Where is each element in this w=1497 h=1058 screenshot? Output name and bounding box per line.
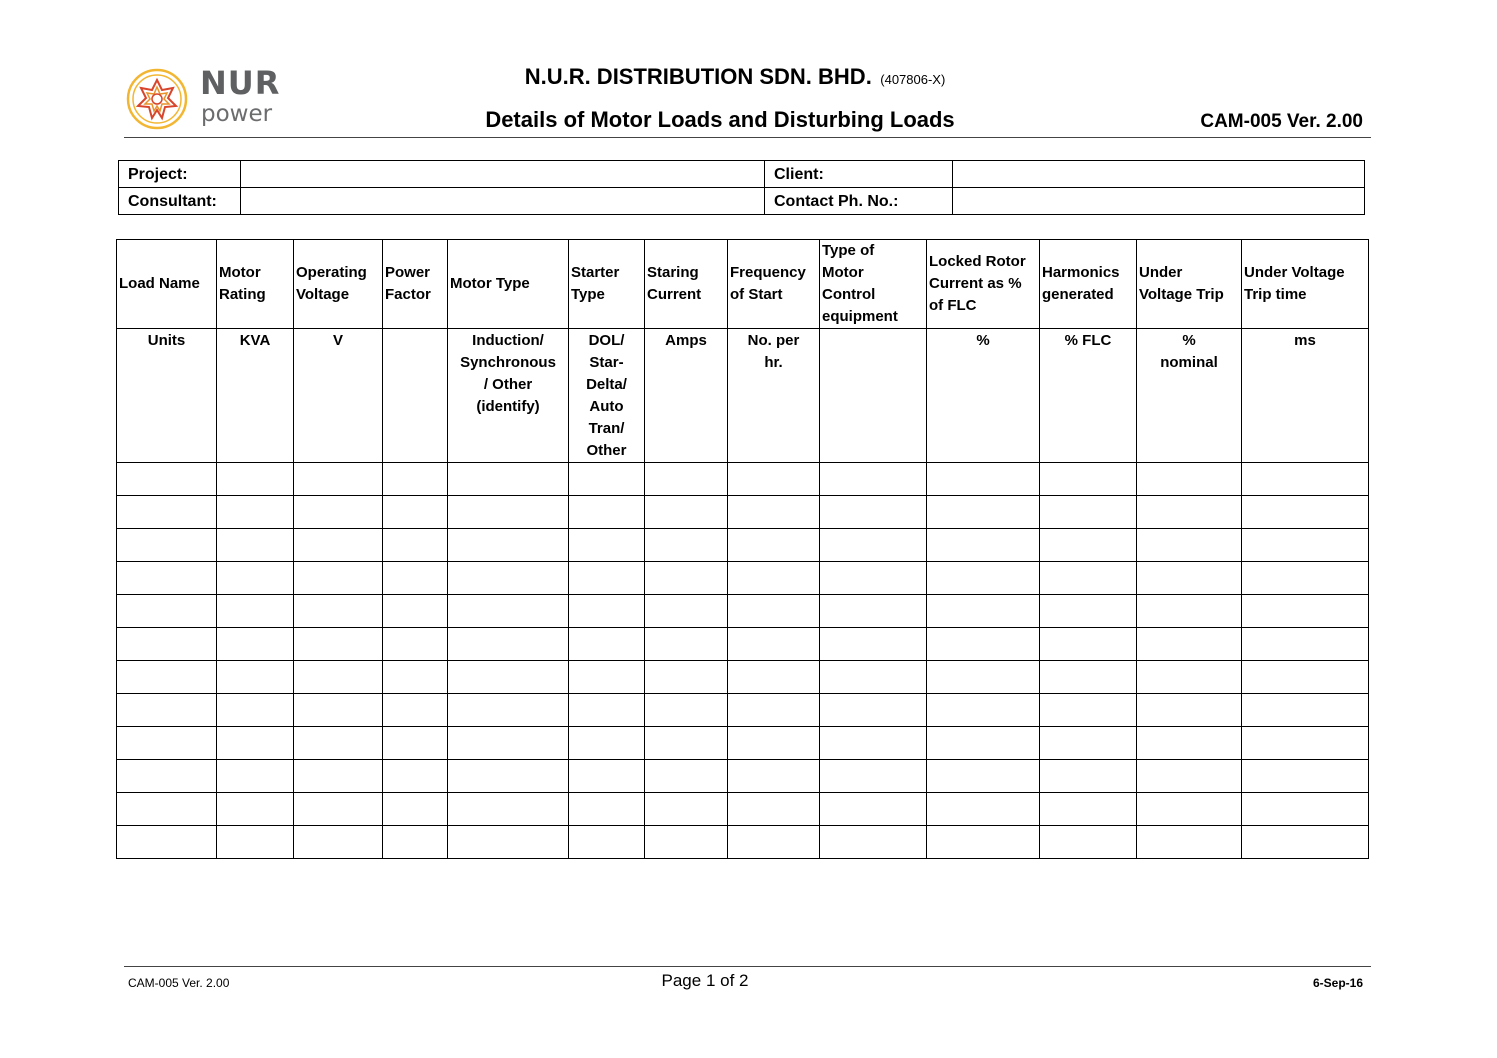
- data-cell-2[interactable]: [294, 628, 383, 661]
- data-cell-7[interactable]: [728, 628, 820, 661]
- data-cell-6[interactable]: [645, 529, 728, 562]
- units-cell-12-line: ms: [1294, 332, 1316, 349]
- data-cell-8[interactable]: [820, 463, 927, 496]
- data-cell-2[interactable]: [294, 826, 383, 859]
- header-cell-5-line: Starter: [571, 264, 620, 281]
- company-name: N.U.R. DISTRIBUTION SDN. BHD.: [524, 64, 872, 89]
- data-cell-7[interactable]: [728, 727, 820, 760]
- data-cell-0[interactable]: [117, 760, 217, 793]
- data-cell-1[interactable]: [217, 826, 294, 859]
- table-header-row: [117, 240, 1369, 329]
- data-cell-10[interactable]: [1040, 496, 1137, 529]
- units-cell-4-line: Synchronous: [460, 354, 556, 371]
- header-cell-7: [728, 240, 820, 329]
- units-cell-10-line: % FLC: [1064, 332, 1112, 349]
- header-cell-0: [117, 240, 217, 329]
- header-cell-12-line: Trip time: [1244, 286, 1307, 303]
- data-cell-10[interactable]: [1040, 463, 1137, 496]
- data-cell-11[interactable]: [1137, 694, 1242, 727]
- document-code: CAM-005 Ver. 2.00: [1200, 111, 1363, 132]
- data-cell-3[interactable]: [383, 463, 448, 496]
- data-cell-4[interactable]: [448, 826, 569, 859]
- data-cell-3[interactable]: [383, 793, 448, 826]
- header-cell-3-line: Factor: [385, 286, 431, 303]
- data-cell-11[interactable]: [1137, 595, 1242, 628]
- header-cell-3: [383, 240, 448, 329]
- data-cell-8[interactable]: [820, 793, 927, 826]
- footer-page-number: Page 1 of 2: [661, 971, 749, 990]
- data-cell-5[interactable]: [569, 463, 645, 496]
- header-cell-1: [217, 240, 294, 329]
- units-cell-5-line: Auto: [589, 398, 624, 415]
- data-cell-5[interactable]: [569, 562, 645, 595]
- units-cell-4-line: / Other: [483, 376, 533, 393]
- header-cell-5: [569, 240, 645, 329]
- header-cell-1-line: Motor: [219, 264, 261, 281]
- data-cell-10[interactable]: [1040, 826, 1137, 859]
- units-cell-0: [117, 329, 217, 463]
- data-cell-6[interactable]: [645, 793, 728, 826]
- data-cell-12[interactable]: [1242, 793, 1369, 826]
- units-cell-5-line: Other: [586, 442, 627, 459]
- data-cell-8[interactable]: [820, 727, 927, 760]
- data-cell-10[interactable]: [1040, 760, 1137, 793]
- table-row: [117, 760, 1369, 793]
- header-cell-8-line: equipment: [822, 308, 898, 325]
- data-cell-4[interactable]: [448, 793, 569, 826]
- units-cell-4-line: (identify): [476, 398, 540, 415]
- data-cell-1[interactable]: [217, 529, 294, 562]
- project-value-cell[interactable]: [241, 161, 765, 188]
- units-cell-11-line: nominal: [1160, 354, 1218, 371]
- data-cell-6[interactable]: [645, 727, 728, 760]
- header-cell-9-line: Current as %: [929, 275, 1022, 292]
- data-cell-9[interactable]: [927, 562, 1040, 595]
- data-cell-7[interactable]: [728, 595, 820, 628]
- table-row: [117, 826, 1369, 859]
- data-cell-12[interactable]: [1242, 760, 1369, 793]
- header-cell-2-line: Voltage: [296, 286, 350, 303]
- units-cell-4: [448, 329, 569, 463]
- data-cell-11[interactable]: [1137, 760, 1242, 793]
- header-cell-0-line: Load Name: [119, 275, 200, 292]
- data-cell-7[interactable]: [728, 562, 820, 595]
- data-cell-8[interactable]: [820, 529, 927, 562]
- table-units-row: [117, 329, 1369, 463]
- data-cell-0[interactable]: [117, 694, 217, 727]
- header-cell-4-line: Motor Type: [450, 275, 530, 292]
- data-cell-12[interactable]: [1242, 496, 1369, 529]
- header-cell-10-line: generated: [1042, 286, 1114, 303]
- data-cell-3[interactable]: [383, 562, 448, 595]
- data-cell-7[interactable]: [728, 496, 820, 529]
- header-cell-12-line: Under Voltage: [1244, 264, 1345, 281]
- data-cell-12[interactable]: [1242, 562, 1369, 595]
- data-cell-4[interactable]: [448, 496, 569, 529]
- info-row-project: [119, 161, 1365, 188]
- data-cell-5[interactable]: [569, 661, 645, 694]
- units-cell-4-line: Induction/: [472, 332, 544, 349]
- header-cell-6: [645, 240, 728, 329]
- data-cell-7[interactable]: [728, 661, 820, 694]
- data-cell-2[interactable]: [294, 793, 383, 826]
- data-cell-1[interactable]: [217, 694, 294, 727]
- data-cell-3[interactable]: [383, 727, 448, 760]
- data-cell-0[interactable]: [117, 529, 217, 562]
- data-cell-11[interactable]: [1137, 496, 1242, 529]
- header-cell-11: [1137, 240, 1242, 329]
- data-cell-2[interactable]: [294, 694, 383, 727]
- data-cell-12[interactable]: [1242, 694, 1369, 727]
- data-cell-5[interactable]: [569, 826, 645, 859]
- data-cell-1[interactable]: [217, 760, 294, 793]
- data-cell-9[interactable]: [927, 529, 1040, 562]
- nur-sun-logo-icon: [124, 66, 190, 132]
- data-cell-2[interactable]: [294, 562, 383, 595]
- data-cell-11[interactable]: [1137, 562, 1242, 595]
- data-cell-4[interactable]: [448, 661, 569, 694]
- data-cell-4[interactable]: [448, 760, 569, 793]
- header-cell-11-line: Under: [1139, 264, 1183, 281]
- units-cell-7: [728, 329, 820, 463]
- units-cell-11-line: %: [1182, 332, 1196, 349]
- data-cell-8[interactable]: [820, 661, 927, 694]
- data-cell-3[interactable]: [383, 661, 448, 694]
- data-cell-1[interactable]: [217, 496, 294, 529]
- data-cell-11[interactable]: [1137, 529, 1242, 562]
- header-cell-1-line: Rating: [219, 286, 266, 303]
- data-cell-0[interactable]: [117, 595, 217, 628]
- data-cell-9[interactable]: [927, 661, 1040, 694]
- header-divider: [124, 137, 1371, 138]
- data-cell-11[interactable]: [1137, 628, 1242, 661]
- data-cell-1[interactable]: [217, 463, 294, 496]
- units-cell-6: [645, 329, 728, 463]
- data-cell-1[interactable]: [217, 661, 294, 694]
- motor-loads-table: [116, 239, 1369, 859]
- consultant-value-cell[interactable]: [241, 188, 765, 215]
- data-cell-5[interactable]: [569, 628, 645, 661]
- data-cell-6[interactable]: [645, 463, 728, 496]
- data-cell-5[interactable]: [569, 496, 645, 529]
- data-cell-1[interactable]: [217, 562, 294, 595]
- data-cell-1[interactable]: [217, 793, 294, 826]
- data-cell-5[interactable]: [569, 529, 645, 562]
- units-cell-2: [294, 329, 383, 463]
- units-cell-5-line: Star-: [589, 354, 624, 371]
- table-row: [117, 628, 1369, 661]
- data-cell-12[interactable]: [1242, 595, 1369, 628]
- header-cell-7-line: of Start: [730, 286, 783, 303]
- data-cell-5[interactable]: [569, 595, 645, 628]
- units-cell-9-line: %: [976, 332, 990, 349]
- table-row: [117, 793, 1369, 826]
- info-row-consultant: [119, 188, 1365, 215]
- company-heading: [480, 64, 990, 90]
- data-cell-12[interactable]: [1242, 826, 1369, 859]
- header-cell-2: [294, 240, 383, 329]
- data-cell-7[interactable]: [728, 760, 820, 793]
- footer-divider: [124, 966, 1371, 967]
- table-row: [117, 529, 1369, 562]
- data-cell-4[interactable]: [448, 463, 569, 496]
- units-cell-5-line: DOL/: [588, 332, 625, 349]
- data-cell-3[interactable]: [383, 496, 448, 529]
- header-cell-10: [1040, 240, 1137, 329]
- data-cell-3[interactable]: [383, 529, 448, 562]
- data-cell-3[interactable]: [383, 694, 448, 727]
- data-cell-9[interactable]: [927, 496, 1040, 529]
- table-row: [117, 661, 1369, 694]
- project-label: Project:: [119, 161, 241, 188]
- units-cell-5-line: Tran/: [588, 420, 625, 437]
- units-cell-11: [1137, 329, 1242, 463]
- document-title: Details of Motor Loads and Disturbing Loads: [485, 107, 955, 132]
- data-cell-4[interactable]: [448, 595, 569, 628]
- company-registration: (407806-X): [880, 72, 946, 87]
- data-cell-9[interactable]: [927, 727, 1040, 760]
- units-cell-10: [1040, 329, 1137, 463]
- logo-brand-text: NUR: [200, 64, 281, 102]
- data-cell-4[interactable]: [448, 727, 569, 760]
- header-cell-8: [820, 240, 927, 329]
- client-value-cell[interactable]: [953, 161, 1365, 188]
- header-cell-2-line: Operating: [296, 264, 367, 281]
- data-cell-2[interactable]: [294, 661, 383, 694]
- consultant-label: Consultant:: [119, 188, 241, 215]
- footer-document-code: CAM-005 Ver. 2.00: [128, 976, 230, 990]
- data-cell-8[interactable]: [820, 595, 927, 628]
- header-cell-8-line: Type of: [822, 242, 875, 259]
- data-cell-9[interactable]: [927, 760, 1040, 793]
- data-cell-7[interactable]: [728, 529, 820, 562]
- data-cell-7[interactable]: [728, 793, 820, 826]
- data-cell-10[interactable]: [1040, 793, 1137, 826]
- data-cell-8[interactable]: [820, 694, 927, 727]
- data-cell-1[interactable]: [217, 595, 294, 628]
- data-cell-3[interactable]: [383, 760, 448, 793]
- header-cell-9-line: of FLC: [929, 297, 977, 314]
- data-cell-8[interactable]: [820, 826, 927, 859]
- footer-date: 6-Sep-16: [1312, 976, 1363, 990]
- data-cell-1[interactable]: [217, 628, 294, 661]
- data-cell-11[interactable]: [1137, 661, 1242, 694]
- units-cell-7-line: hr.: [764, 354, 783, 371]
- contact-label: Contact Ph. No.:: [765, 188, 953, 215]
- table-row: [117, 727, 1369, 760]
- data-cell-5[interactable]: [569, 760, 645, 793]
- table-row: [117, 562, 1369, 595]
- logo-sub-text: power: [201, 101, 273, 127]
- data-cell-0[interactable]: [117, 793, 217, 826]
- data-cell-2[interactable]: [294, 727, 383, 760]
- company-logo: [124, 66, 294, 132]
- data-cell-10[interactable]: [1040, 562, 1137, 595]
- units-cell-1-line: KVA: [239, 332, 271, 349]
- data-cell-11[interactable]: [1137, 793, 1242, 826]
- data-cell-3[interactable]: [383, 826, 448, 859]
- data-cell-11[interactable]: [1137, 727, 1242, 760]
- header-cell-5-line: Type: [571, 286, 605, 303]
- project-info-table: [118, 160, 1365, 215]
- data-cell-10[interactable]: [1040, 727, 1137, 760]
- table-row: [117, 595, 1369, 628]
- data-cell-7[interactable]: [728, 826, 820, 859]
- table-row: [117, 463, 1369, 496]
- data-cell-5[interactable]: [569, 793, 645, 826]
- data-cell-0[interactable]: [117, 562, 217, 595]
- data-cell-4[interactable]: [448, 694, 569, 727]
- client-label: Client:: [765, 161, 953, 188]
- data-cell-6[interactable]: [645, 661, 728, 694]
- table-row: [117, 694, 1369, 727]
- units-cell-9: [927, 329, 1040, 463]
- data-cell-8[interactable]: [820, 760, 927, 793]
- data-cell-3[interactable]: [383, 628, 448, 661]
- header-cell-4: [448, 240, 569, 329]
- data-cell-6[interactable]: [645, 694, 728, 727]
- data-cell-12[interactable]: [1242, 727, 1369, 760]
- data-cell-1[interactable]: [217, 727, 294, 760]
- header-cell-8-line: Control: [822, 286, 876, 303]
- data-cell-0[interactable]: [117, 628, 217, 661]
- data-cell-0[interactable]: [117, 496, 217, 529]
- data-cell-2[interactable]: [294, 496, 383, 529]
- data-cell-4[interactable]: [448, 628, 569, 661]
- data-cell-0[interactable]: [117, 463, 217, 496]
- contact-value-cell[interactable]: [953, 188, 1365, 215]
- data-cell-11[interactable]: [1137, 826, 1242, 859]
- data-cell-9[interactable]: [927, 793, 1040, 826]
- header-cell-6-line: Staring: [647, 264, 699, 281]
- data-cell-6[interactable]: [645, 826, 728, 859]
- data-cell-6[interactable]: [645, 628, 728, 661]
- data-cell-10[interactable]: [1040, 661, 1137, 694]
- data-cell-2[interactable]: [294, 529, 383, 562]
- data-cell-8[interactable]: [820, 496, 927, 529]
- data-cell-10[interactable]: [1040, 529, 1137, 562]
- data-cell-4[interactable]: [448, 529, 569, 562]
- data-cell-5[interactable]: [569, 727, 645, 760]
- data-cell-12[interactable]: [1242, 628, 1369, 661]
- data-cell-6[interactable]: [645, 562, 728, 595]
- data-cell-8[interactable]: [820, 562, 927, 595]
- header-cell-7-line: Frequency: [730, 264, 806, 281]
- data-cell-2[interactable]: [294, 760, 383, 793]
- header-cell-9: [927, 240, 1040, 329]
- header-cell-9-line: Locked Rotor: [929, 253, 1026, 270]
- units-cell-8: [820, 329, 927, 463]
- data-cell-12[interactable]: [1242, 661, 1369, 694]
- data-cell-9[interactable]: [927, 826, 1040, 859]
- data-cell-6[interactable]: [645, 496, 728, 529]
- units-cell-2-line: V: [332, 332, 343, 349]
- units-cell-0-line: Units: [147, 332, 186, 349]
- data-cell-2[interactable]: [294, 595, 383, 628]
- units-cell-7-line: No. per: [747, 332, 800, 349]
- data-cell-9[interactable]: [927, 595, 1040, 628]
- data-cell-12[interactable]: [1242, 463, 1369, 496]
- data-cell-12[interactable]: [1242, 529, 1369, 562]
- data-cell-7[interactable]: [728, 463, 820, 496]
- header-cell-3-line: Power: [385, 264, 431, 281]
- data-cell-9[interactable]: [927, 694, 1040, 727]
- units-cell-3: [383, 329, 448, 463]
- data-cell-5[interactable]: [569, 694, 645, 727]
- data-cell-9[interactable]: [927, 463, 1040, 496]
- data-cell-7[interactable]: [728, 694, 820, 727]
- header-cell-11-line: Voltage Trip: [1139, 286, 1224, 303]
- data-cell-9[interactable]: [927, 628, 1040, 661]
- data-cell-8[interactable]: [820, 628, 927, 661]
- data-cell-10[interactable]: [1040, 628, 1137, 661]
- units-cell-12: [1242, 329, 1369, 463]
- data-cell-3[interactable]: [383, 595, 448, 628]
- units-cell-6-line: Amps: [665, 332, 707, 349]
- data-cell-10[interactable]: [1040, 694, 1137, 727]
- data-cell-6[interactable]: [645, 595, 728, 628]
- units-cell-5-line: Delta/: [586, 376, 627, 393]
- data-cell-10[interactable]: [1040, 595, 1137, 628]
- header-cell-10-line: Harmonics: [1042, 264, 1120, 281]
- data-cell-11[interactable]: [1137, 463, 1242, 496]
- data-cell-0[interactable]: [117, 727, 217, 760]
- data-cell-4[interactable]: [448, 562, 569, 595]
- header-cell-12: [1242, 240, 1369, 329]
- header-cell-6-line: Current: [647, 286, 702, 303]
- header-cell-8-line: Motor: [822, 264, 864, 281]
- table-row: [117, 496, 1369, 529]
- data-cell-0[interactable]: [117, 826, 217, 859]
- units-cell-5: [569, 329, 645, 463]
- units-cell-1: [217, 329, 294, 463]
- data-cell-0[interactable]: [117, 661, 217, 694]
- data-cell-2[interactable]: [294, 463, 383, 496]
- data-cell-6[interactable]: [645, 760, 728, 793]
